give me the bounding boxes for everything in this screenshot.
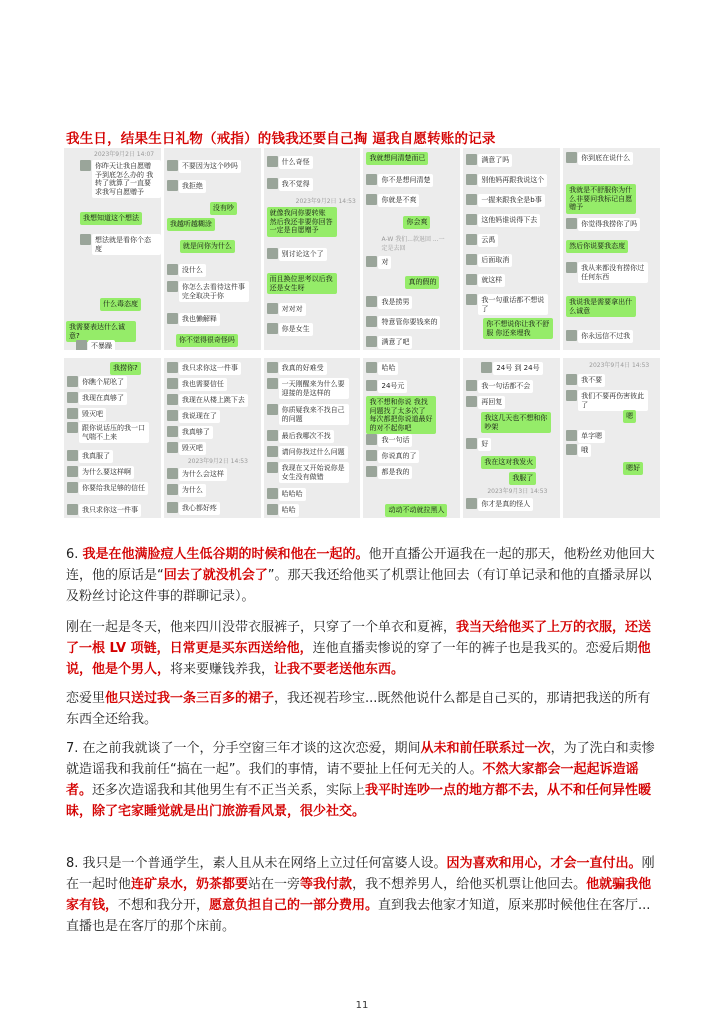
- chat-bubble: 后面取消: [478, 254, 512, 267]
- contact-avatar: [267, 430, 278, 441]
- highlight-text: 他说，他是个男人，: [66, 641, 651, 677]
- chat-bubble: 毁灭吧: [179, 442, 206, 455]
- contact-avatar: [466, 214, 477, 225]
- chat-bubble: 没有吵: [210, 202, 237, 215]
- chat-bubble: 对: [378, 256, 391, 269]
- contact-avatar: [366, 450, 377, 461]
- contact-avatar: [466, 154, 477, 165]
- contact-avatar: [481, 362, 492, 373]
- body-text: 连他直播卖惨说的穿了一年的裤子也是我买的。恋爱后期: [312, 641, 638, 656]
- contact-avatar: [267, 462, 278, 473]
- contact-avatar: [366, 362, 377, 373]
- chat-bubble: 你昨天让我自愿赠予到底怎么办的 我转了就算了一直要求我写自愿赠予: [92, 160, 161, 198]
- contact-avatar: [366, 194, 377, 205]
- contact-avatar: [80, 234, 91, 245]
- chat-bubble: 我不觉得: [279, 178, 313, 191]
- contact-avatar: [366, 256, 377, 267]
- chat-bubble: 我从来都没有捞你过任何东西: [578, 262, 648, 283]
- paragraph-7: [66, 738, 658, 822]
- contact-avatar: [267, 248, 278, 259]
- highlight-text: 我是在他满脸痘人生低谷期的时候和他在一起的。: [82, 547, 369, 562]
- chat-panel: [563, 358, 660, 518]
- chat-bubble: 我说现在了: [179, 410, 220, 423]
- contact-avatar: [366, 174, 377, 185]
- chat-timestamp: 2023年9月2日 14:53: [187, 458, 248, 465]
- highlight-text: 连矿泉水，奶茶都要: [131, 877, 249, 892]
- chat-bubble: 我真够了: [179, 426, 213, 439]
- contact-avatar: [466, 438, 477, 449]
- contact-avatar: [366, 434, 377, 445]
- chat-bubble: 单字嗯: [578, 430, 605, 443]
- highlight-text: 等我付款: [300, 877, 353, 892]
- contact-avatar: [366, 466, 377, 477]
- contact-avatar: [67, 482, 78, 493]
- chat-bubble: 我也需要信任: [179, 378, 227, 391]
- chat-bubble: 毁灭吧: [79, 408, 106, 421]
- contact-avatar: [167, 160, 178, 171]
- chat-bubble: 云禹: [478, 234, 498, 247]
- contact-avatar: [566, 444, 577, 455]
- contact-avatar: [67, 466, 78, 477]
- chat-bubble: 你就是不爽: [378, 194, 419, 207]
- contact-avatar: [167, 264, 178, 275]
- chat-panel: [463, 358, 560, 518]
- contact-avatar: [366, 336, 377, 347]
- chat-bubble: 你永远信不过我: [578, 330, 633, 343]
- chat-bubble: 嗯: [623, 410, 636, 423]
- chat-bubble: 我现在真够了: [79, 392, 127, 405]
- chat-panel: [563, 148, 660, 350]
- contact-avatar: [67, 376, 78, 387]
- chat-bubble: 为什么要这样啊: [79, 466, 134, 479]
- chat-bubble: 不要因为这个吵吗: [179, 160, 241, 173]
- chat-bubble: 我这几天也不想和你吵架: [481, 412, 551, 433]
- contact-avatar: [167, 362, 178, 373]
- contact-avatar: [267, 178, 278, 189]
- chat-timestamp: 2023年9月3日 14:53: [487, 488, 548, 495]
- chat-panel: [264, 148, 361, 350]
- body-text: 6.: [66, 547, 83, 562]
- contact-avatar: [167, 394, 178, 405]
- highlight-text: 从未和前任联系过一次: [420, 741, 551, 756]
- contact-avatar: [67, 408, 78, 419]
- chat-bubble: 我在这对我发火: [481, 456, 536, 469]
- highlight-text: 愿意负担自己的一部分费用。: [209, 898, 379, 913]
- chat-bubble: 你会爽: [403, 216, 430, 229]
- chat-bubble: 哦: [578, 444, 591, 457]
- chat-bubble: 都是我的: [378, 466, 412, 479]
- chat-screenshots-row-2: [64, 358, 660, 518]
- chat-bubble: 然后你说要我态度: [566, 240, 628, 253]
- chat-bubble: 我不想和你说 我找问题找了太多次了 每次都把你说道最好的对不起你吧: [366, 396, 436, 434]
- chat-panel: [363, 358, 460, 518]
- contact-avatar: [267, 446, 278, 457]
- chat-bubble: 跟你说话压的我一口气喘不上来: [79, 422, 149, 443]
- chat-bubble: 好: [478, 438, 491, 451]
- chat-bubble: 你质疑我来不找自己的问题: [279, 404, 349, 425]
- chat-bubble: 就是问你为什么: [180, 240, 235, 253]
- highlight-text: 不然大家都会一起起诉造谣者。: [66, 762, 639, 798]
- highlight-text: 让我不要老送他东西。: [274, 662, 405, 677]
- chat-panel: [164, 358, 261, 518]
- chat-panel: [64, 148, 161, 350]
- contact-avatar: [167, 442, 178, 453]
- contact-avatar: [67, 392, 78, 403]
- chat-bubble: 什么奇怪: [279, 156, 313, 169]
- chat-bubble: 我一句重话都不想说了: [478, 294, 548, 315]
- chat-bubble: 我真服了: [79, 450, 113, 463]
- contact-avatar: [267, 156, 278, 167]
- chat-panel: [164, 148, 261, 350]
- chat-bubble: 我捞你?: [110, 362, 141, 375]
- contact-avatar: [466, 380, 477, 391]
- contact-avatar: [566, 390, 577, 401]
- chat-bubble: 特意管你要钱来的: [378, 316, 440, 329]
- chat-timestamp: 2023年9月2日 14:07: [94, 151, 155, 158]
- paragraph-8: [66, 853, 658, 937]
- contact-avatar: [267, 323, 278, 334]
- contact-avatar: [167, 468, 178, 479]
- chat-bubble: 你才是真的怪人: [478, 498, 533, 511]
- chat-bubble: 我一句话: [378, 434, 412, 447]
- contact-avatar: [167, 426, 178, 437]
- highlight-text: 回去了就没机会了: [163, 568, 268, 583]
- chat-bubble: 你是女生: [279, 323, 313, 336]
- chat-bubble: 我心都好疼: [179, 502, 220, 515]
- section-heading: 我生日，结果生日礼物（戒指）的钱我还要自己掏 逼我自愿转账的记录: [66, 131, 496, 147]
- contact-avatar: [267, 362, 278, 373]
- chat-bubble: 我不要: [578, 374, 605, 387]
- chat-panel: [363, 148, 460, 350]
- chat-bubble: 我想知道这个想法: [80, 212, 142, 225]
- contact-avatar: [366, 316, 377, 327]
- contact-avatar: [466, 194, 477, 205]
- chat-bubble: 我只求你这一件事: [79, 504, 141, 517]
- body-text: 将来要赚钱养我，: [170, 662, 275, 677]
- contact-avatar: [566, 152, 577, 163]
- chat-bubble: 嗯好: [623, 462, 643, 475]
- chat-bubble: 请问你找过什么问题: [279, 446, 348, 459]
- chat-bubble: 你不想说你让我不舒服 你还来埋我: [483, 318, 553, 339]
- chat-timestamp: A-W 我们...款退回 ...一定是去回: [381, 236, 445, 252]
- body-text: 恋爱里: [66, 691, 106, 706]
- chat-bubble: 你到底在说什么: [578, 152, 633, 165]
- contact-avatar: [67, 450, 78, 461]
- chat-bubble: 而且换位思考以后我还是女生呀: [267, 273, 337, 294]
- contact-avatar: [167, 281, 178, 292]
- chat-bubble: 我就想问清楚而已: [366, 152, 428, 165]
- chat-panel: [64, 358, 161, 518]
- chat-bubble: 你不是想问清楚: [378, 174, 433, 187]
- contact-avatar: [167, 313, 178, 324]
- contact-avatar: [466, 234, 477, 245]
- chat-panel: [264, 358, 361, 518]
- chat-bubble: 你瞧个屁吆了: [79, 376, 127, 389]
- chat-bubble: 我现在从楼上跳下去: [179, 394, 248, 407]
- highlight-text: 他只送过我一条三百多的裙子: [105, 691, 275, 706]
- contact-avatar: [267, 378, 278, 389]
- chat-bubble: 我拒绝: [179, 180, 206, 193]
- body-text: 还多次造谣我和其他男生有不正当关系，实际上: [92, 783, 366, 798]
- highlight-text: 因为喜欢和用心，才会一直付出。: [446, 856, 642, 871]
- contact-avatar: [466, 254, 477, 265]
- body-text: ，我还视若珍宝...既然他说什么都是自己买的，那请把我送的所有东西全还给我。: [66, 691, 651, 727]
- chat-bubble: 我们不要再伤害彼此了: [578, 390, 648, 411]
- body-text: 直到我去他家才知道，原来那时候他住在客厅...直播也是在客厅的那个床前。: [66, 898, 651, 934]
- contact-avatar: [76, 340, 87, 350]
- body-text: 不想和我分开，: [118, 898, 210, 913]
- chat-bubble: 你觉得我捞你了吗: [578, 218, 640, 231]
- paragraph-6-skirt: [66, 688, 658, 730]
- body-text: 站在一旁: [248, 877, 301, 892]
- contact-avatar: [566, 218, 577, 229]
- contact-avatar: [466, 498, 477, 509]
- body-text: 他开直播公开逼我在一起的那天，他粉丝劝他回大连，他的原话是“: [66, 547, 655, 583]
- contact-avatar: [167, 410, 178, 421]
- chat-bubble: 我现在又开始说你是女生没有做错: [279, 462, 349, 483]
- chat-bubble: 满意了吧: [378, 336, 412, 349]
- contact-avatar: [366, 380, 377, 391]
- chat-bubble: 为什么会这样: [179, 468, 227, 481]
- chat-panel: [463, 148, 560, 350]
- chat-bubble: 24号元: [378, 380, 407, 393]
- body-text: ，为了洗白和卖惨就造谣我和我前任“搞在一起”。我们的事情，请不要扯上任何无关的人。: [66, 741, 655, 777]
- chat-bubble: 别讨论这个了: [279, 248, 327, 261]
- chat-bubble: 你不觉得很奇怪吗: [176, 334, 238, 347]
- chat-bubble: 对对对: [279, 303, 306, 316]
- contact-avatar: [466, 174, 477, 185]
- chat-bubble: 最后我哪次不找: [279, 430, 334, 443]
- chat-screenshots-row-1: [64, 148, 660, 350]
- chat-timestamp: 2023年9月2日 14:53: [295, 198, 356, 205]
- contact-avatar: [566, 330, 577, 341]
- contact-avatar: [167, 378, 178, 389]
- chat-bubble: 我需要表达什么诚意?: [66, 321, 136, 342]
- contact-avatar: [67, 422, 78, 433]
- contact-avatar: [566, 374, 577, 385]
- contact-avatar: [466, 294, 477, 305]
- chat-bubble: 满意了吗: [478, 154, 512, 167]
- contact-avatar: [167, 484, 178, 495]
- chat-bubble: 我只求你这一件事: [179, 362, 241, 375]
- contact-avatar: [466, 396, 477, 407]
- body-text: 7. 在之前我就谈了一个，分手空窗三年才谈的这次恋爱，期间: [66, 741, 421, 756]
- chat-bubble: 再回复: [478, 396, 505, 409]
- chat-bubble: 就像我问你要转账 然后我还非要你回答一定是自愿赠予: [267, 207, 337, 237]
- contact-avatar: [80, 160, 91, 171]
- chat-bubble: 就这样: [478, 274, 505, 287]
- body-text: 刚在一起时他: [66, 856, 655, 892]
- chat-bubble: 真的假的: [405, 276, 439, 289]
- contact-avatar: [267, 404, 278, 415]
- paragraph-6: [66, 544, 658, 607]
- body-text: 刚在一起是冬天，他来四川没带衣服裤子，只穿了一个单衣和夏裤，: [66, 620, 457, 635]
- body-text: 8. 我只是一个普通学生，素人且从未在网络上立过任何富婆人设。: [66, 856, 447, 871]
- chat-bubble: 想法就是看你个态度: [92, 234, 161, 255]
- contact-avatar: [566, 262, 577, 273]
- chat-bubble: 动动不动就拉黑人: [385, 504, 447, 517]
- chat-bubble: 我一句话都不会: [478, 380, 533, 393]
- chat-bubble: 你怎么去看待这件事完全取决于你: [179, 281, 249, 302]
- chat-bubble: 哈哈: [279, 504, 299, 517]
- body-text: ”。那天我还给他买了机票让他回去（有订单记录和他的直播录屏以及粉丝讨论这件事的群聊记录）。: [66, 568, 652, 604]
- chat-bubble: 一握来跟我全是b事: [478, 194, 544, 207]
- chat-bubble: 哈哈哈: [279, 488, 306, 501]
- chat-bubble: 不暴躁: [88, 340, 115, 350]
- page-number: 11: [355, 1000, 369, 1011]
- contact-avatar: [167, 180, 178, 191]
- contact-avatar: [267, 504, 278, 515]
- chat-bubble: 我真的好难受: [279, 362, 327, 375]
- paragraph-6-clothes: [66, 617, 658, 680]
- contact-avatar: [167, 502, 178, 513]
- chat-bubble: 没什么: [179, 264, 206, 277]
- chat-bubble: 我就是不舒服你为什么非要问我标记自愿赠予: [566, 184, 636, 214]
- chat-bubble: 我也懒解释: [179, 313, 220, 326]
- chat-bubble: 24号 到 24号: [493, 362, 542, 375]
- chat-bubble: 别他妈再跟我说这个: [478, 174, 547, 187]
- chat-bubble: 什么毒态度: [100, 298, 141, 311]
- chat-bubble: 为什么: [179, 484, 206, 497]
- chat-bubble: 这他妈谁说得下去: [478, 214, 540, 227]
- highlight-text: 我平时连吵一点的地方都不去，从不和任何异性暧昧，除了宅家睡觉就是出门旅游看风景，很少社交。: [66, 783, 652, 819]
- chat-bubble: 你说真的了: [378, 450, 419, 463]
- chat-bubble: 你要给我足够的信任: [79, 482, 148, 495]
- chat-timestamp: 2023年9月4日 14:53: [589, 362, 650, 369]
- chat-bubble: 我是捞男: [378, 296, 412, 309]
- contact-avatar: [67, 504, 78, 515]
- body-text: ，我不想养男人，给他买机票让他回去。: [352, 877, 587, 892]
- chat-bubble: 一天刚醒来为什么要迎接的是这样的: [279, 378, 349, 399]
- chat-bubble: 我越听越糊涂: [167, 218, 215, 231]
- highlight-text: 我当天给他买了上万的衣服，还送了一根 LV 项链，日常更是买东西送给他，: [66, 620, 652, 656]
- contact-avatar: [466, 274, 477, 285]
- contact-avatar: [366, 296, 377, 307]
- chat-bubble: 哈哈: [378, 362, 398, 375]
- contact-avatar: [267, 488, 278, 499]
- highlight-text: 他就骗我他家有钱，: [66, 877, 652, 913]
- contact-avatar: [566, 430, 577, 441]
- chat-bubble: 我服了: [509, 472, 536, 485]
- contact-avatar: [267, 303, 278, 314]
- chat-bubble: 我说我是需要拿出什么诚意: [566, 296, 636, 317]
